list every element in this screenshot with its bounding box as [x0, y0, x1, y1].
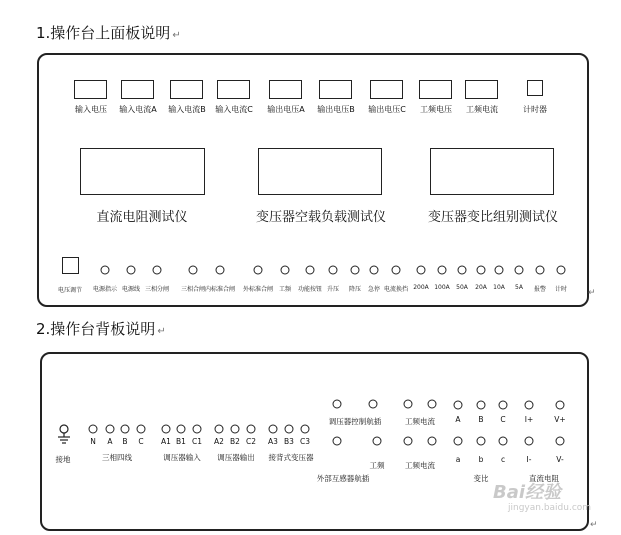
- indicator-label-5: 外标准合闸: [242, 286, 274, 293]
- pf-current-terminal[interactable]: [428, 400, 437, 409]
- transformer-ratio-tester-label: 变压器变比组别测试仪: [427, 210, 559, 225]
- ratio-terminal-label: a: [455, 455, 461, 464]
- input-voltage-meter: [74, 80, 107, 99]
- indicator-label-0: 电源指示: [92, 286, 118, 293]
- indicator-lamp-18[interactable]: [536, 266, 545, 275]
- indicator-label-9: 降压: [348, 286, 362, 293]
- indicator-label-2: 三相分闸: [144, 286, 170, 293]
- input-current-b-label: 输入电流B: [168, 105, 206, 114]
- input-current-a-label: 输入电流A: [119, 105, 157, 114]
- indicator-label-8: 升压: [326, 286, 340, 293]
- back-panel-heading: 2.操作台背板说明 ↵: [36, 320, 166, 338]
- input-voltage-label: 输入电压: [75, 105, 107, 114]
- three-phase-terminal-label: A: [107, 437, 113, 446]
- three-phase-group-label: 三相四线: [102, 453, 132, 462]
- resistance-terminal-lower[interactable]: [525, 437, 534, 446]
- paragraph-mark: ↵: [588, 288, 596, 298]
- transformer-load-tester-label: 变压器空载负载测试仪: [255, 210, 387, 225]
- indicator-lamp-4[interactable]: [216, 266, 225, 275]
- indicator-lamp-3[interactable]: [189, 266, 198, 275]
- transformer-ratio-tester-display: [430, 148, 554, 195]
- ratio-group-label: 变比: [473, 474, 489, 483]
- external-ct-port-label: 外部互感器航插: [316, 474, 370, 483]
- indicator-lamp-9[interactable]: [351, 266, 360, 275]
- power-switch-label: 电压调节: [57, 287, 83, 294]
- step-up-terminal-B3[interactable]: [285, 425, 294, 434]
- indicator-label-13: 100A: [434, 284, 450, 291]
- resistance-terminal-label: I+: [524, 415, 534, 424]
- ratio-terminal-A[interactable]: [454, 401, 463, 410]
- power-frequency-voltage-label: 工频电压: [420, 105, 452, 114]
- regulator-output-terminal-label: A2: [214, 437, 224, 446]
- ratio-terminal-label: C: [500, 415, 506, 424]
- indicator-lamp-11[interactable]: [392, 266, 401, 275]
- indicator-label-7: 功能按钮: [297, 286, 323, 293]
- step-up-terminal-A3[interactable]: [269, 425, 278, 434]
- indicator-label-19: 计时: [554, 286, 568, 293]
- resistance-terminal-upper[interactable]: [556, 401, 565, 410]
- indicator-label-3: 三相合闸: [180, 286, 206, 293]
- resistance-terminal-label: V+: [554, 415, 566, 424]
- regulator-input-terminal-B1[interactable]: [177, 425, 186, 434]
- output-voltage-c-label: 输出电压C: [368, 105, 406, 114]
- control-port-terminal[interactable]: [333, 400, 342, 409]
- indicator-label-12: 200A: [413, 284, 429, 291]
- three-phase-terminal-A[interactable]: [106, 425, 115, 434]
- three-phase-terminal-label: B: [122, 437, 128, 446]
- three-phase-terminal-B[interactable]: [121, 425, 130, 434]
- pf-current-bottom-terminal[interactable]: [428, 437, 437, 446]
- ratio-terminal-label: A: [455, 415, 461, 424]
- ground-icon: [56, 424, 72, 446]
- input-current-c-label: 输入电流C: [215, 105, 253, 114]
- indicator-label-11: 电流换挡: [383, 286, 409, 293]
- indicator-label-16: 10A: [493, 284, 505, 291]
- indicator-lamp-12[interactable]: [417, 266, 426, 275]
- indicator-lamp-15[interactable]: [477, 266, 486, 275]
- regulator-input-terminal-C1[interactable]: [193, 425, 202, 434]
- ground-label: 接地: [55, 455, 71, 464]
- dc-resistance-tester-label: 直流电阻测试仪: [96, 210, 188, 225]
- ratio-terminal-label: b: [478, 455, 484, 464]
- input-current-b-meter: [170, 80, 203, 99]
- indicator-lamp-14[interactable]: [458, 266, 467, 275]
- regulator-input-group-label: 调压器输入: [163, 453, 201, 462]
- dc-resistance-tester-display: [80, 148, 205, 195]
- regulator-output-terminal-B2[interactable]: [231, 425, 240, 434]
- indicator-label-17: 5A: [515, 284, 523, 291]
- indicator-lamp-13[interactable]: [438, 266, 447, 275]
- resistance-terminal-upper[interactable]: [525, 401, 534, 410]
- regulator-control-port-label: 调压器控制航插: [328, 417, 382, 426]
- output-voltage-b-meter: [319, 80, 352, 99]
- ratio-terminal-label: B: [478, 415, 484, 424]
- pf-current-bottom-terminal[interactable]: [404, 437, 413, 446]
- indicator-lamp-2[interactable]: [153, 266, 162, 275]
- power-frequency-voltage-meter: [419, 80, 452, 99]
- input-current-c-meter: [217, 80, 250, 99]
- pf-voltage-label: 工频: [369, 461, 385, 470]
- indicator-lamp-1[interactable]: [127, 266, 136, 275]
- resistance-group-label: 直流电阻: [529, 474, 559, 483]
- pf-current-label-top: 工频电流: [405, 417, 435, 426]
- indicator-label-4: 内标准合闸: [204, 286, 236, 293]
- timer-label: 计时器: [523, 105, 547, 114]
- regulator-input-terminal-label: B1: [176, 437, 186, 446]
- regulator-output-terminal-label: B2: [230, 437, 240, 446]
- indicator-label-10: 急停: [367, 286, 381, 293]
- indicator-lamp-8[interactable]: [329, 266, 338, 275]
- indicator-lamp-5[interactable]: [254, 266, 263, 275]
- resistance-terminal-lower[interactable]: [556, 437, 565, 446]
- watermark-brand: Bai经验: [493, 482, 562, 503]
- regulator-output-terminal-A2[interactable]: [215, 425, 224, 434]
- regulator-output-group-label: 调压器输出: [217, 453, 255, 462]
- ratio-terminal-B[interactable]: [477, 401, 486, 410]
- regulator-input-terminal-label: A1: [161, 437, 171, 446]
- indicator-lamp-19[interactable]: [557, 266, 566, 275]
- regulator-input-terminal-A1[interactable]: [162, 425, 171, 434]
- ratio-terminal-C[interactable]: [499, 401, 508, 410]
- step-up-terminal-label: C3: [299, 437, 311, 446]
- output-voltage-a-label: 输出电压A: [267, 105, 305, 114]
- resistance-terminal-label: I-: [526, 455, 532, 464]
- transformer-load-tester-display: [258, 148, 382, 195]
- three-phase-terminal-N[interactable]: [89, 425, 98, 434]
- step-up-terminal-label: A3: [268, 437, 278, 446]
- indicator-lamp-17[interactable]: [515, 266, 524, 275]
- external-ct-terminal[interactable]: [333, 437, 342, 446]
- indicator-label-14: 50A: [456, 284, 468, 291]
- regulator-input-terminal-label: C1: [191, 437, 203, 446]
- output-voltage-a-meter: [269, 80, 302, 99]
- paragraph-mark: ↵: [590, 520, 598, 530]
- pf-voltage-terminal[interactable]: [373, 437, 382, 446]
- pf-current-label-bottom: 工频电流: [405, 461, 435, 470]
- ratio-terminal-b[interactable]: [477, 437, 486, 446]
- indicator-label-18: 报警: [533, 286, 547, 293]
- indicator-label-6: 工频: [278, 286, 292, 293]
- step-up-group-label: 接背式变压器: [268, 453, 314, 462]
- watermark-url: jingyan.baidu.com: [508, 503, 592, 513]
- resistance-terminal-label: V-: [556, 455, 564, 464]
- power-switch[interactable]: [62, 257, 79, 274]
- indicator-lamp-7[interactable]: [306, 266, 315, 275]
- step-up-terminal-C3[interactable]: [301, 425, 310, 434]
- output-voltage-b-label: 输出电压B: [317, 105, 355, 114]
- indicator-lamp-6[interactable]: [281, 266, 290, 275]
- input-current-a-meter: [121, 80, 154, 99]
- control-port-terminal[interactable]: [369, 400, 378, 409]
- three-phase-terminal-label: C: [138, 437, 144, 446]
- output-voltage-c-meter: [370, 80, 403, 99]
- indicator-lamp-0[interactable]: [101, 266, 110, 275]
- regulator-output-terminal-label: C2: [245, 437, 257, 446]
- timer-display: [527, 80, 543, 96]
- indicator-lamp-10[interactable]: [370, 266, 379, 275]
- power-frequency-current-meter: [465, 80, 498, 99]
- pf-current-terminal[interactable]: [404, 400, 413, 409]
- ratio-terminal-c[interactable]: [499, 437, 508, 446]
- indicator-lamp-16[interactable]: [495, 266, 504, 275]
- regulator-output-terminal-C2[interactable]: [247, 425, 256, 434]
- three-phase-terminal-C[interactable]: [137, 425, 146, 434]
- ratio-terminal-label: c: [500, 455, 506, 464]
- indicator-label-1: 电源线: [121, 286, 141, 293]
- indicator-label-15: 20A: [475, 284, 487, 291]
- front-panel-heading: 1.操作台上面板说明 ↵: [36, 24, 181, 42]
- step-up-terminal-label: B3: [284, 437, 294, 446]
- ratio-terminal-a[interactable]: [454, 437, 463, 446]
- power-frequency-current-label: 工频电流: [466, 105, 498, 114]
- three-phase-terminal-label: N: [90, 437, 96, 446]
